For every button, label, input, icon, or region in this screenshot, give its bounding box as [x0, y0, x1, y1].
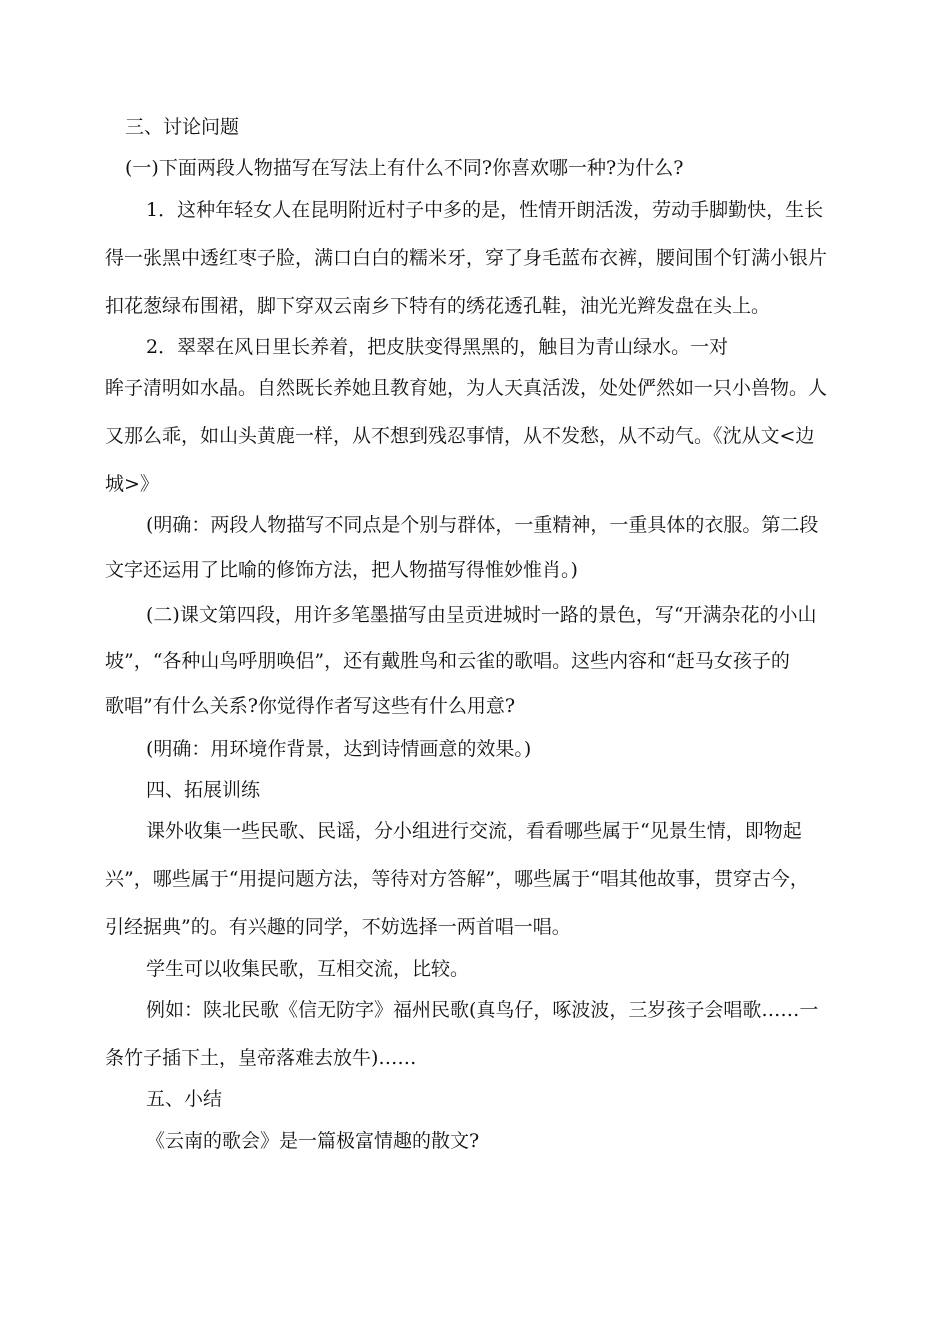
passage-one-line-2: 得一张黑中透红枣子脸，满口白白的糯米牙，穿了身毛蓝布衣裤，腰间围个钉满小银片 — [105, 247, 828, 269]
extension-line-2: 兴”，哪些属于“用提问题方法，等待对方答解”，哪些属于“唱其他故事，贯穿古今， — [105, 868, 809, 890]
question-two-line-1: (二)课文第四段，用许多笔墨描写由呈贡进城时一路的景色，写“开满杂花的小山 — [146, 604, 817, 626]
example-line-1: 例如：陕北民歌《信无防字》福州民歌(真鸟仔，啄波波，三岁孩子会唱歌……一 — [146, 999, 819, 1021]
answer-one-line-1: (明确：两段人物描写不同点是个别与群体，一重精神，一重具体的衣服。第二段 — [146, 514, 819, 536]
passage-two-line-1: 2．翠翠在风日里长养着，把皮肤变得黑黑的，触目为青山绿水。一对 — [146, 336, 729, 358]
summary-line-1: 《云南的歌会》是一篇极富情趣的散文? — [146, 1130, 480, 1152]
question-one: (一)下面两段人物描写在写法上有什么不同?你喜欢哪一种?为什么? — [125, 157, 684, 179]
answer-one-line-2: 文字还运用了比喻的修饰方法，把人物描写得惟妙惟肖。) — [105, 559, 578, 581]
passage-one-line-3: 扣花葱绿布围裙，脚下穿双云南乡下特有的绣花透孔鞋，油光光辫发盘在头上。 — [105, 295, 771, 317]
passage-two-line-2: 眸子清明如水晶。自然既长养她且教育她，为人天真活泼，处处俨然如一只小兽物。人 — [105, 377, 828, 399]
extension-line-3: 引经据典”的。有兴趣的同学，不妨选择一两首唱一唱。 — [105, 916, 571, 938]
question-two-line-2: 坡”，“各种山鸟呼朋唤侣”，还有戴胜鸟和云雀的歌唱。这些内容和“赶马女孩子的 — [105, 650, 790, 672]
passage-two-line-3: 又那么乖，如山头黄鹿一样，从不想到残忍事情，从不发愁，从不动气。《沈从文<边 — [105, 425, 815, 447]
passage-one-line-1: 1．这种年轻女人在昆明附近村子中多的是，性情开朗活泼，劳动手脚勤快，生长 — [146, 199, 824, 221]
extension-line-1: 课外收集一些民歌、民谣，分小组进行交流，看看哪些属于“见景生情，即物起 — [146, 820, 802, 842]
section-heading-discussion: 三、讨论问题 — [125, 116, 240, 138]
passage-two-line-4: 城>》 — [105, 473, 159, 495]
answer-two: (明确：用环境作背景，达到诗情画意的效果。) — [146, 738, 532, 760]
question-two-line-3: 歌唱”有什么关系?你觉得作者写这些有什么用意? — [105, 695, 516, 717]
extension-line-4: 学生可以收集民歌，互相交流，比较。 — [146, 958, 470, 980]
section-heading-extension: 四、拓展训练 — [146, 779, 261, 801]
section-heading-summary: 五、小结 — [146, 1088, 223, 1110]
example-line-2: 条竹子插下土，皇帝落难去放牛)…… — [105, 1047, 417, 1069]
